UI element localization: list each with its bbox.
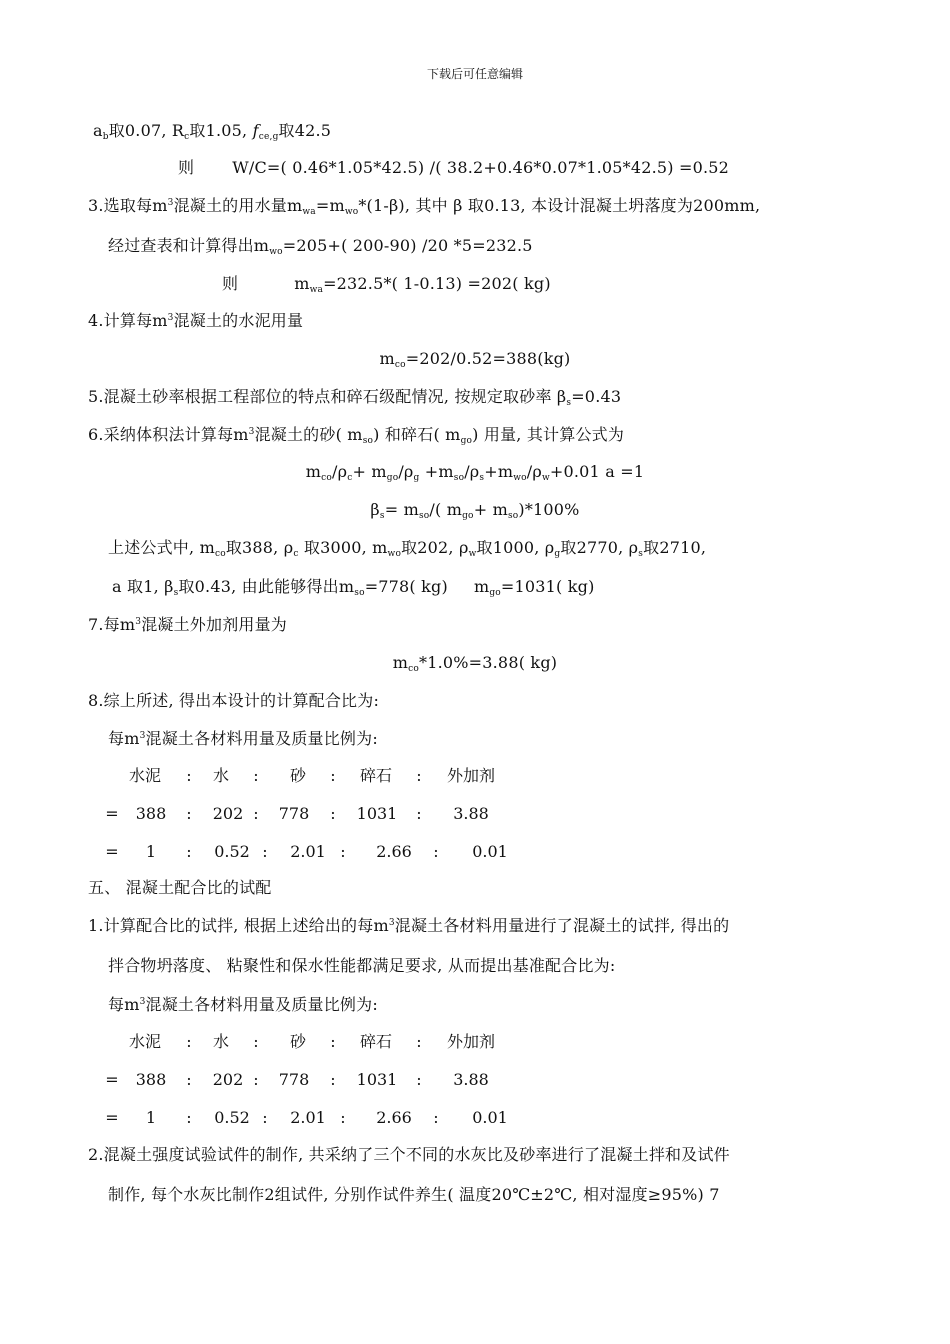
- table-cell: :: [416, 1070, 422, 1089]
- table-cell: 水泥: [128, 1032, 162, 1051]
- text: 每m: [108, 729, 140, 748]
- superscript: 3: [388, 918, 395, 928]
- superscript: 3: [139, 731, 146, 741]
- table-cell: :: [186, 766, 192, 785]
- text: 混凝土各材料用量及质量比例为:: [145, 995, 378, 1014]
- text: )*100%: [518, 500, 580, 519]
- text: *(1-β), 其中 β 取0.13, 本设计混凝土坍落度为200mm,: [358, 196, 761, 215]
- table-cell: 3.88: [453, 1070, 489, 1089]
- subscript: c: [293, 549, 299, 559]
- table-cell: 0.01: [472, 842, 508, 861]
- table-cell: 778: [278, 1070, 310, 1089]
- table-cell: :: [330, 1032, 336, 1051]
- subscript: go: [386, 473, 399, 483]
- subscript: so: [507, 511, 519, 521]
- subscript: w: [541, 473, 550, 483]
- superscript: 3: [248, 427, 255, 437]
- subscript: wo: [344, 207, 359, 217]
- text: m: [305, 462, 322, 481]
- table-cell: 0.01: [472, 1108, 508, 1127]
- text: *1.0%=3.88( kg): [419, 653, 558, 672]
- text: =778( kg): [364, 577, 448, 596]
- text: +0.01 a =1: [549, 462, 645, 481]
- text: 取1000, ρ: [476, 538, 555, 557]
- text: =205+( 200-90) /20 *5=232.5: [282, 236, 533, 255]
- subscript: s: [479, 473, 485, 483]
- table-cell: 2.01: [290, 1108, 326, 1127]
- table-cell: 388: [135, 804, 167, 823]
- text: + m: [352, 462, 387, 481]
- text: 混凝土的水泥用量: [173, 311, 304, 330]
- sand-ratio-formula-line: [0, 499, 950, 521]
- table-cell: =: [105, 1070, 119, 1089]
- volume-formula-line: [0, 461, 950, 483]
- text: 1.计算配合比的试拌, 根据上述给出的每m: [88, 916, 389, 935]
- table-cell: :: [253, 1070, 259, 1089]
- table-cell: :: [330, 1070, 336, 1089]
- parameters-line: [108, 537, 706, 559]
- cement-formula-line: [0, 348, 950, 370]
- table-cell: :: [186, 842, 192, 861]
- table-cell: :: [330, 766, 336, 785]
- text: β: [370, 500, 380, 519]
- trial-mix-step-1-line: [88, 915, 729, 937]
- text: 5.混凝土砂率根据工程部位的特点和碎石级配情况, 按规定取砂率 β: [88, 387, 567, 406]
- table-cell: 外加剂: [446, 766, 496, 785]
- subscript: ce,g: [258, 132, 279, 142]
- text: 经过查表和计算得出m: [108, 236, 270, 255]
- table-cell: 202: [212, 1070, 244, 1089]
- subscript: go: [460, 436, 473, 446]
- subscript: s: [173, 588, 179, 598]
- text: 混凝土各材料用量进行了混凝土的试拌, 得出的: [394, 916, 730, 935]
- table-cell: =: [105, 804, 119, 823]
- text: =202/0.52=388(kg): [405, 349, 571, 368]
- text: 7.每m: [88, 615, 136, 634]
- table-cell: :: [416, 1032, 422, 1051]
- text: 6.采纳体积法计算每m: [88, 425, 249, 444]
- coefficient-line: [93, 120, 331, 142]
- table-cell: 砂: [289, 766, 307, 785]
- text: 取388, ρ: [225, 538, 294, 557]
- text: 每m: [108, 995, 140, 1014]
- table-row: [0, 1107, 950, 1129]
- table-cell: :: [416, 766, 422, 785]
- table-cell: 202: [212, 804, 244, 823]
- subscript: wa: [309, 285, 324, 295]
- text: 上述公式中, m: [108, 538, 215, 557]
- subscript: c: [347, 473, 353, 483]
- step-7-line: [88, 614, 287, 636]
- text: /ρ: [526, 462, 542, 481]
- text: /( m: [429, 500, 463, 519]
- table-cell: :: [186, 1108, 192, 1127]
- subscript: g: [554, 549, 561, 559]
- table-cell: 1031: [356, 1070, 398, 1089]
- text: 取0.43, 由此能够得出m: [178, 577, 355, 596]
- subscript: b: [102, 132, 109, 142]
- table-cell: 3.88: [453, 804, 489, 823]
- subscript: so: [453, 473, 465, 483]
- subscript: so: [362, 436, 374, 446]
- text: /ρ: [464, 462, 480, 481]
- text: 则: [222, 274, 239, 293]
- text: 五、 混凝土配合比的试配: [88, 878, 272, 897]
- text: =232.5*( 1-0.13) =202( kg): [323, 274, 551, 293]
- table-row: [0, 803, 950, 825]
- table-cell: 388: [135, 1070, 167, 1089]
- subscript: co: [408, 664, 420, 674]
- table-cell: 0.52: [214, 1108, 250, 1127]
- text: +m: [419, 462, 454, 481]
- text: =m: [315, 196, 345, 215]
- text: 拌合物坍落度、 粘聚性和保水性能都满足要求, 从而提出基准配合比为:: [108, 956, 616, 975]
- text: f: [252, 121, 259, 140]
- table-cell: :: [253, 1032, 259, 1051]
- table-cell: :: [340, 842, 346, 861]
- table-cell: 水: [212, 1032, 230, 1051]
- text: /ρ: [398, 462, 414, 481]
- table-cell: :: [262, 842, 268, 861]
- trial-mix-continuation-line: [108, 955, 615, 977]
- step-5-line: [88, 386, 621, 408]
- table-cell: :: [262, 1108, 268, 1127]
- text: =0.43: [571, 387, 622, 406]
- text: 混凝土的砂( m: [254, 425, 363, 444]
- text: 混凝土的用水量m: [173, 196, 303, 215]
- text: 制作, 每个水灰比制作2组试件, 分别作试件养生( 温度20℃±2℃, 相对湿度≥95%) 7: [108, 1185, 720, 1204]
- table-cell: :: [433, 1108, 439, 1127]
- table-cell: 砂: [289, 1032, 307, 1051]
- subscript: co: [394, 360, 406, 370]
- text: a 取1, β: [112, 577, 174, 596]
- subscript: s: [638, 549, 644, 559]
- text: /ρ: [332, 462, 348, 481]
- table-cell: 外加剂: [446, 1032, 496, 1051]
- subscript: c: [184, 132, 190, 142]
- table-cell: 碎石: [359, 766, 393, 785]
- mix-intro-line: [108, 728, 378, 750]
- table-cell: 0.52: [214, 842, 250, 861]
- trial-mix-step-2-line: [88, 1144, 730, 1166]
- table-cell: 778: [278, 804, 310, 823]
- table-cell: :: [186, 1032, 192, 1051]
- table-cell: 2.66: [376, 842, 412, 861]
- step-4-line: [88, 310, 303, 332]
- section-5-heading: [88, 877, 272, 899]
- text: 取2710,: [643, 538, 707, 557]
- page-header: 下载后可任意编辑: [426, 67, 523, 81]
- text: 取0.07, R: [108, 121, 185, 140]
- parameters-result-line: [112, 576, 595, 598]
- superscript: 3: [167, 198, 174, 208]
- text: a: [93, 121, 103, 140]
- table-header-row: [0, 765, 950, 787]
- text: m: [379, 349, 395, 368]
- subscript: go: [462, 511, 474, 521]
- table-cell: :: [186, 804, 192, 823]
- table-header-row: [0, 1031, 950, 1053]
- subscript: g: [413, 473, 420, 483]
- table-cell: 1: [145, 842, 157, 861]
- table-row: [0, 841, 950, 863]
- step-8-line: [88, 690, 379, 712]
- text: 则: [178, 158, 195, 177]
- text: 4.计算每m: [88, 311, 168, 330]
- admixture-formula-line: [0, 652, 950, 674]
- superscript: 3: [139, 997, 146, 1007]
- text: m: [392, 653, 409, 672]
- text: 取202, ρ: [401, 538, 469, 557]
- table-cell: 碎石: [359, 1032, 393, 1051]
- text: m: [473, 577, 490, 596]
- subscript: so: [418, 511, 430, 521]
- text: =1031( kg): [500, 577, 595, 596]
- table-cell: :: [186, 1070, 192, 1089]
- table-cell: =: [105, 1108, 119, 1127]
- specimen-curing-line: [108, 1184, 720, 1206]
- text: 混凝土各材料用量及质量比例为:: [145, 729, 378, 748]
- text: m: [294, 274, 310, 293]
- table-cell: 水: [212, 766, 230, 785]
- text: +m: [484, 462, 514, 481]
- text: 混凝土外加剂用量为: [141, 615, 287, 634]
- text: W/C=( 0.46*1.05*42.5) /( 38.2+0.46*0.07*1.05*42.5) =0.52: [232, 158, 730, 177]
- text: 取42.5: [278, 121, 332, 140]
- step-6-line: [88, 424, 624, 446]
- table-cell: :: [416, 804, 422, 823]
- text: 取1.05,: [189, 121, 253, 140]
- table-cell: 1031: [356, 804, 398, 823]
- text: 取2770, ρ: [560, 538, 639, 557]
- table-cell: 1: [145, 1108, 157, 1127]
- table-cell: =: [105, 842, 119, 861]
- text: 2.混凝土强度试验试件的制作, 共采纳了三个不同的水灰比及砂率进行了混凝土拌和及试件: [88, 1145, 730, 1164]
- step-3-line: [88, 195, 760, 217]
- water-result-line: [222, 273, 551, 295]
- superscript: 3: [135, 617, 142, 627]
- subscript: w: [468, 549, 477, 559]
- text: ) 和碎石( m: [373, 425, 461, 444]
- table-cell: :: [253, 804, 259, 823]
- text: 取3000, m: [298, 538, 388, 557]
- water-calc-line: [108, 235, 533, 257]
- text: ) 用量, 其计算公式为: [472, 425, 625, 444]
- table-cell: :: [433, 842, 439, 861]
- subscript: co: [321, 473, 333, 483]
- subscript: co: [214, 549, 226, 559]
- subscript: so: [354, 588, 365, 598]
- subscript: go: [489, 588, 501, 598]
- table-cell: :: [253, 766, 259, 785]
- table-cell: 2.01: [290, 842, 326, 861]
- table-cell: :: [340, 1108, 346, 1127]
- mix-intro-line-2: [108, 994, 378, 1016]
- text: = m: [384, 500, 419, 519]
- text: 8.综上所述, 得出本设计的计算配合比为:: [88, 691, 380, 710]
- subscript: wa: [302, 207, 316, 217]
- table-cell: :: [330, 804, 336, 823]
- wc-formula-line: [178, 157, 729, 179]
- superscript: 3: [167, 313, 174, 323]
- table-row: [0, 1069, 950, 1091]
- table-cell: 水泥: [128, 766, 162, 785]
- text: + m: [473, 500, 508, 519]
- table-cell: 2.66: [376, 1108, 412, 1127]
- subscript: wo: [387, 549, 402, 559]
- subscript: s: [379, 511, 385, 521]
- subscript: wo: [513, 473, 527, 483]
- text: 3.选取每m: [88, 196, 168, 215]
- subscript: wo: [269, 247, 283, 257]
- subscript: s: [566, 398, 572, 408]
